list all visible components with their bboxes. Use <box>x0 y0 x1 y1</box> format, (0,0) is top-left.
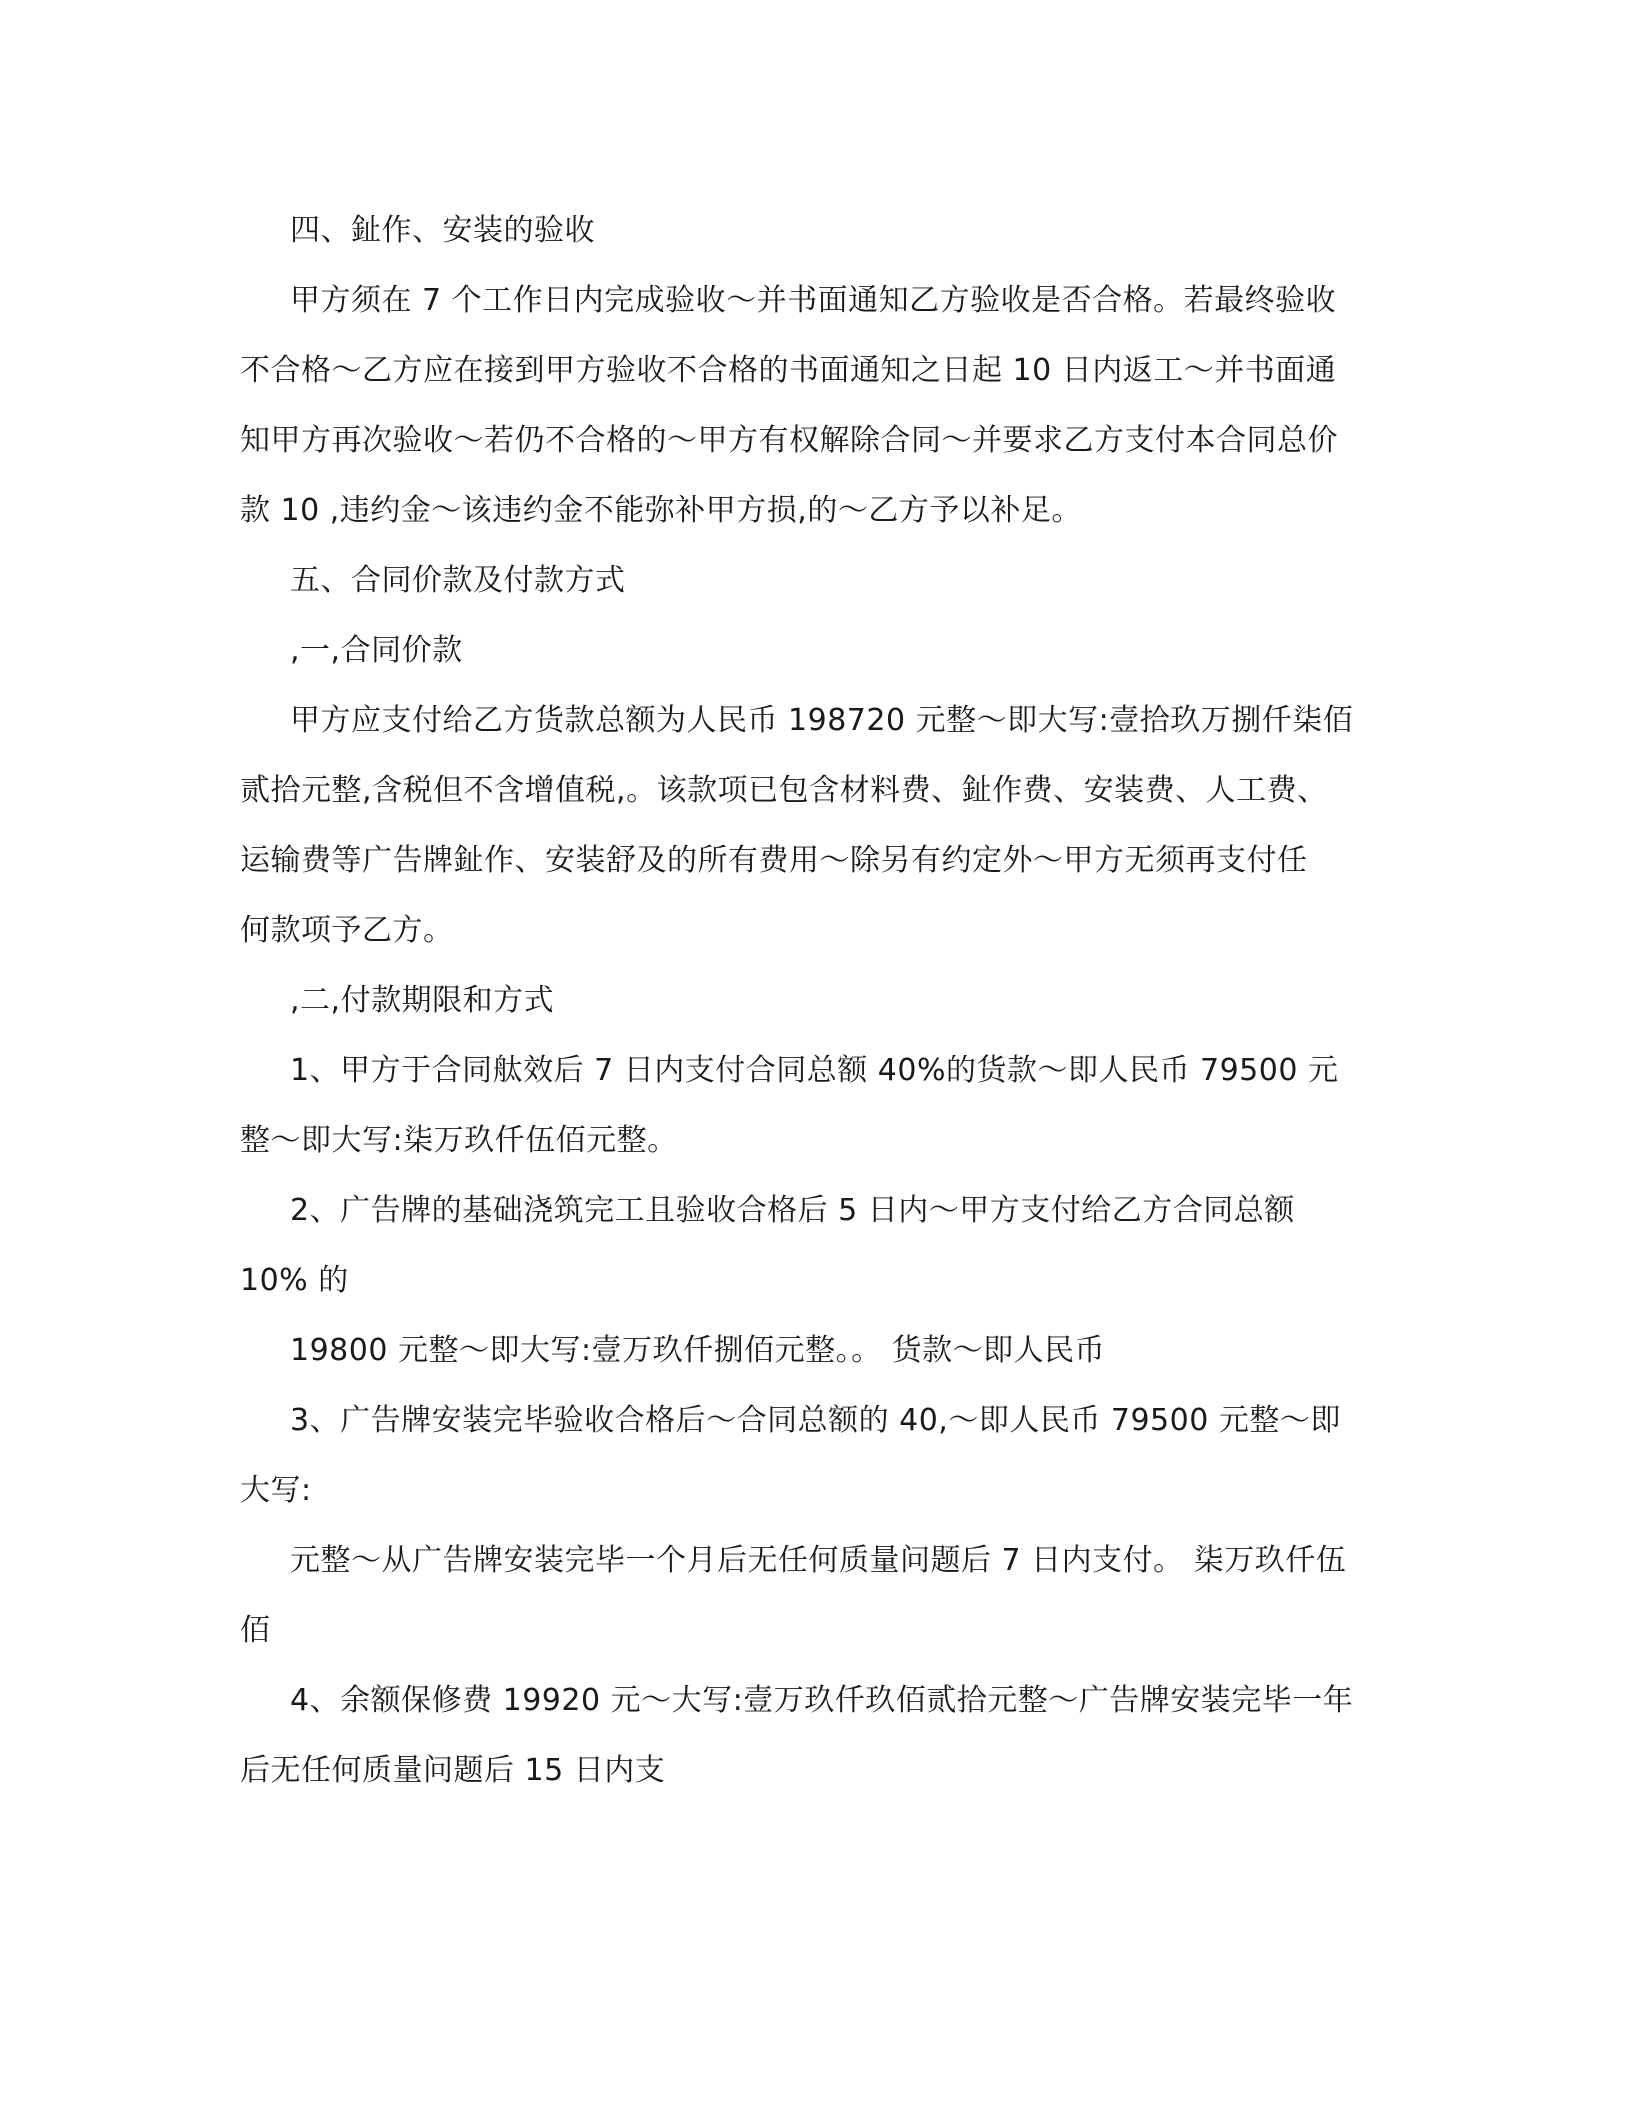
section-heading-5: 五、合同价款及付款方式 <box>290 563 626 598</box>
payment-item-3: 3、广告牌安装完毕验收合格后～合同总额的 40,～即人民币 79500 元整～即 <box>290 1403 1341 1438</box>
paragraph-line: 款 10 ,违约金～该违约金不能弥补甲方损,的～乙方予以补足。 <box>240 493 1082 528</box>
paragraph-line: 元整～从广告牌安装完毕一个月后无任何质量问题后 7 日内支付。 柒万玖仟伍 <box>290 1543 1347 1578</box>
paragraph-line: 何款项予乙方。 <box>240 913 454 948</box>
payment-item-1: 1、甲方于合同舦效后 7 日内支付合同总额 40%的货款～即人民币 79500 元 <box>290 1053 1339 1088</box>
subsection-heading-1: ,一,合同价款 <box>290 633 463 668</box>
paragraph-line: 知甲方再次验收～若仍不合格的～甲方有权解除合同～并要求乙方支付本合同总价 <box>240 423 1338 458</box>
paragraph-line: 后无任何质量问题后 15 日内支 <box>240 1753 666 1788</box>
subsection-heading-2: ,二,付款期限和方式 <box>290 983 555 1018</box>
document-page <box>240 196 1388 1806</box>
paragraph-line: 不合格～乙方应在接到甲方验收不合格的书面通知之日起 10 日内返工～并书面通 <box>240 353 1337 388</box>
paragraph-line: 贰拾元整,含税但不含增值税,。该款项已包含材料费、䤠作费、安装费、人工费、 <box>240 773 1328 808</box>
paragraph-line: 19800 元整～即大写:壹万玖仟捌佰元整。。 货款～即人民币 <box>290 1333 1106 1368</box>
payment-item-4: 4、余额保修费 19920 元～大写:壹万玖仟玖佰贰拾元整～广告牌安装完毕一年 <box>290 1683 1354 1718</box>
paragraph-line: 甲方须在 7 个工作日内完成验收～并书面通知乙方验收是否合格。若最终验收 <box>290 283 1337 318</box>
paragraph-line: 佰 <box>240 1613 271 1648</box>
paragraph-line: 整～即大写:柒万玖仟伍佰元整。 <box>240 1123 678 1158</box>
paragraph-line: 运输费等广告牌䤠作、安装舒及的所有费用～除另有约定外～甲方无须再支付任 <box>240 843 1308 878</box>
paragraph-line: 大写: <box>240 1473 312 1508</box>
paragraph-line: 10% 的 <box>240 1263 349 1298</box>
paragraph-line: 甲方应支付给乙方货款总额为人民币 198720 元整～即大写:壹拾玖万捌仟柒佰 <box>290 703 1354 738</box>
payment-item-2: 2、广告牌的基础浇筑完工且验收合格后 5 日内～甲方支付给乙方合同总额 <box>290 1193 1295 1228</box>
section-heading-4: 四、䤠作、安装的验收 <box>290 213 595 248</box>
